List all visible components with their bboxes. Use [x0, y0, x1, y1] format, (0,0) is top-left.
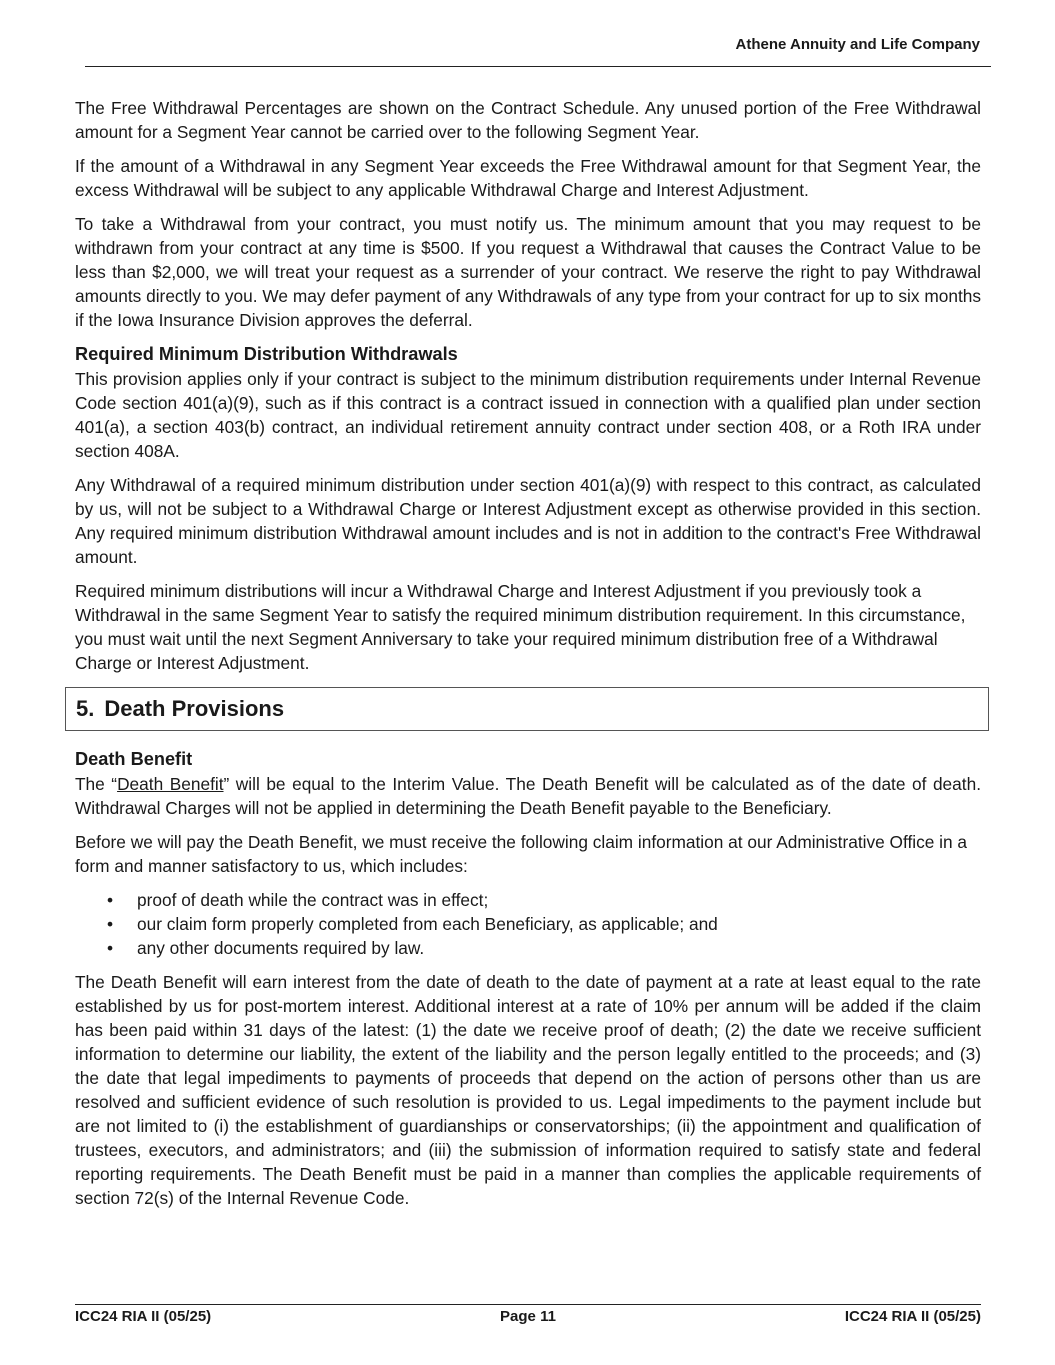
list-item-text: any other documents required by law.	[137, 938, 425, 958]
list-item	[75, 912, 981, 936]
section-title: Death Provisions	[104, 696, 285, 721]
paragraph-excess-withdrawal: If the amount of a Withdrawal in any Segment Year exceeds the Free Withdrawal amount for that Segment Year, the excess Withdrawal will be subject to any applicable Withdrawal Charge and Interest Adjustment.	[75, 156, 981, 200]
death-benefit-interest-paragraph: The Death Benefit will earn interest from the date of death to the date of payment at a rate at least equal to the rate established by us for post-mortem interest. Additional interest at a rate of 10% per annum will be added if the claim has been paid within 31 days of the latest: (1) the date we receive proof of death; (2) the date we receive sufficient information to determine our liability, the extent of the liability and the person legally entitled to the proceeds; and (3) the date that legal impediments to payments of proceeds that depend on the action of persons other than us are resolved and sufficient evidence of such resolution is provided to us. Legal impediments to the payment include but are not limited to (i) the establishment of guardianships or conservatorships; (ii) the appointment and qualification of trustees, executors, and administrators; and (iii) the submission of information required to satisfy state and federal reporting requirements. The Death Benefit must be paid in a manner than complies the applicable requirements of section 72(s) of the Internal Revenue Code.	[75, 972, 981, 1208]
definition-text: ” will be equal to the Interim Value. The Death Benefit will be calculated as of the date of death. Withdrawal Charges will not be applied in determining the Death Benefit payable to the Beneficiary.	[75, 774, 981, 818]
paragraph-withdrawal-notice: To take a Withdrawal from your contract, you must notify us. The minimum amount that you may request to be withdrawn from your contract at any time is $500. If you request a Withdrawal that causes the Contract Value to be less than $2,000, we will treat your request as a surrender of your contract. We reserve the right to pay Withdrawal amounts directly to you. We may defer payment of any Withdrawals of any type from your contract for up to six months if the Iowa Insurance Division approves the deferral.	[75, 214, 981, 330]
list-item-text: proof of death while the contract was in effect;	[137, 890, 489, 910]
footer-form-number-right: ICC24 RIA II (05/25)	[844, 1308, 981, 1325]
paragraph-free-withdrawal-percentages: The Free Withdrawal Percentages are shown on the Contract Schedule. Any unused portion of the Free Withdrawal amount for a Segment Year cannot be carried over to the following Segment Year.	[75, 98, 981, 142]
rmd-paragraph-applicability: This provision applies only if your contract is subject to the minimum distribution requirements under Internal Revenue Code section 401(a)(9), such as if this contract is a contract issued in connection with a qualified plan under section 401(a), a section 403(b) contract, an individual retirement annuity contract under section 408, or a Roth IRA under section 408A.	[75, 369, 981, 461]
bullet-icon: •	[107, 938, 114, 958]
list-item-text: our claim form properly completed from each Beneficiary, as applicable; and	[137, 914, 718, 934]
rmd-paragraph-charges: Any Withdrawal of a required minimum distribution under section 401(a)(9) with respect to this contract, as calculated by us, will not be subject to a Withdrawal Charge or Interest Adjustment except as otherwise provided in this section. Any required minimum distribution Withdrawal amount includes and is not in addition to the contract's Free Withdrawal amount.	[75, 475, 981, 567]
claim-requirements-list	[75, 888, 981, 960]
header-company-name: Athene Annuity and Life Company	[735, 36, 980, 53]
page-body	[75, 96, 981, 1220]
footer-page-number: Page 11	[500, 1308, 556, 1325]
section-heading-box	[65, 687, 989, 731]
death-benefit-definition	[75, 772, 981, 820]
list-item	[75, 936, 981, 960]
section-number: 5.	[76, 696, 95, 721]
list-item	[75, 888, 981, 912]
footer-form-number-left: ICC24 RIA II (05/25)	[75, 1308, 212, 1325]
rmd-paragraph-same-year: Required minimum distributions will incur a Withdrawal Charge and Interest Adjustment if you previously took a Withdrawal in the same Segment Year to satisfy the required minimum distribution requirement. In this circumstance, you must wait until the next Segment Anniversary to take your required minimum distribution free of a Withdrawal Charge or Interest Adjustment.	[75, 581, 966, 673]
bullet-icon: •	[107, 914, 114, 934]
footer-divider	[75, 1304, 981, 1305]
claim-requirements-intro: Before we will pay the Death Benefit, we must receive the following claim information at our Administrative Office in a form and manner satisfactory to us, which includes:	[75, 832, 968, 876]
defined-term-death-benefit: Death Benefit	[117, 774, 224, 794]
header-divider	[85, 66, 991, 67]
death-benefit-heading: Death Benefit	[75, 749, 193, 769]
bullet-icon: •	[107, 890, 114, 910]
rmd-heading: Required Minimum Distribution Withdrawals	[75, 344, 458, 364]
open-quote: The “	[75, 774, 118, 794]
